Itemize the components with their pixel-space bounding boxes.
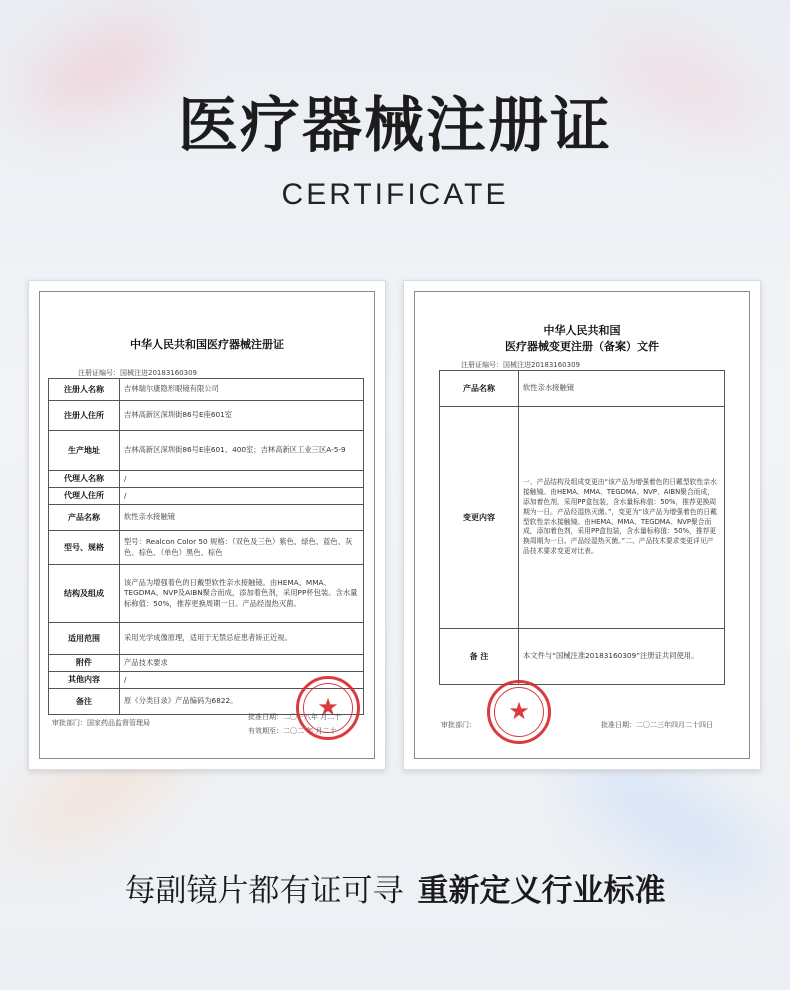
row-value: / [120,471,364,488]
row-key: 型号、规格 [49,531,120,565]
table-row [440,629,725,685]
official-seal [296,676,360,740]
change-registration-document [403,280,761,770]
row-key: 代理人住所 [49,488,120,505]
table-row [440,407,725,629]
row-key: 备 注 [440,629,519,685]
row-key: 产品名称 [49,505,120,531]
row-value: 原《分类目录》产品编码为6822。 [120,689,364,715]
tagline [0,865,790,910]
row-value: 吉林高新区深圳街86号E座601、400室；吉林高新区工业三区A-5-9 [120,431,364,471]
page-subtitle: CERTIFICATE [281,178,509,211]
registration-number-value: 国械注进20183160309 [120,369,197,377]
approval-department: 审批部门： [441,721,476,729]
expiry-date: 有效期至：二〇二 年 月二十 [248,727,337,735]
row-value: 采用光学成像原理，适用于无禁忌症患者矫正近视。 [120,623,364,655]
row-value: 该产品为增强着色的日戴型软性亲水接触镜。由HEMA、MMA、TEGDMA、NVP及AIBN聚合而成，添加着色剂，采用PP杯包装。含水量标称值：50%，推荐更换周期一日。产品经湿热灭菌。 [120,565,364,623]
row-value: 软性亲水接触镜 [519,371,725,407]
row-key: 结构及组成 [49,565,120,623]
row-key: 注册人住所 [49,401,120,431]
certificate-table [48,378,364,715]
document-title-line1: 中华人民共和国 [543,324,621,337]
row-value: 本文件与“国械注准20183160309”注册证共同使用。 [519,629,725,685]
row-value: 产品技术要求 [120,655,364,672]
row-key: 附件 [49,655,120,672]
registration-number [461,360,580,370]
approval-date: 批准日期：二〇二三年四月二十四日 [601,721,713,729]
registration-number [78,368,197,378]
document-table [439,370,725,685]
table-row [49,505,364,531]
row-key: 注册人名称 [49,379,120,401]
document-border [414,291,750,759]
row-value: / [120,672,364,689]
registration-number-value: 国械注进20183160309 [503,361,580,369]
row-value: 型号：Realcon Color 50 规格：（双色及三色）紫色、绿色、蓝色、灰色、棕色、（单色）黑色、棕色 [120,531,364,565]
approval-department: 审批部门：国家药品监督管理局 [52,719,150,727]
approval-date: 批准日期：二〇一八年 月二十 [248,713,342,721]
page-title: 医疗器械注册证 [178,91,612,161]
row-value: 吉林高新区深圳街86号E座601室 [120,401,364,431]
table-row [49,565,364,623]
table-row [49,379,364,401]
row-value: 吉林瑞尔康隐形眼镜有限公司 [120,379,364,401]
table-row [49,488,364,505]
registration-certificate [28,280,386,770]
row-value: / [120,488,364,505]
table-row [49,531,364,565]
certificate-border [39,291,375,759]
row-key: 产品名称 [440,371,519,407]
certificate-title: 中华人民共和国医疗器械注册证 [130,338,284,351]
star-icon: ★ [317,693,339,721]
table-row [49,431,364,471]
row-key: 变更内容 [440,407,519,629]
table-row [49,655,364,672]
table-row [49,471,364,488]
row-key: 代理人名称 [49,471,120,488]
tagline-normal: 每副镜片都有证可寻 [124,873,404,909]
row-key: 适用范围 [49,623,120,655]
tagline-bold: 重新定义行业标准 [417,873,666,909]
row-value: 软性亲水接触镜 [120,505,364,531]
registration-number-label: 注册证编号： [78,369,120,377]
table-row [49,401,364,431]
official-seal [487,680,551,744]
star-icon: ★ [508,697,530,725]
table-row [440,371,725,407]
document-title-line2: 医疗器械变更注册（备案）文件 [505,340,659,353]
registration-number-label: 注册证编号： [461,361,503,369]
row-key: 备注 [49,689,120,715]
row-key: 其他内容 [49,672,120,689]
table-row [49,623,364,655]
row-key: 生产地址 [49,431,120,471]
row-value: 一、产品结构及组成变更由“该产品为增强着色的日戴型软性亲水接触镜。由HEMA、MMA、TEGDMA、NVP、AIBN聚合而成，添加着色剂，采用PP盒包装，含水量标称值：50%，推荐更换周期为一日。产品经湿热灭菌。”，变更为“该产品为增强着色的日戴型软性亲水接触镜。由HEMA、MMA、TEGDMA、NVP聚合而成，添加着色剂，采用PP盒包装，含水量标称值：50%，推荐更换周期为一日。产品经湿热灭菌。”二、产品技术要求变更详见产品技术要求变更对比表。 [519,407,725,629]
